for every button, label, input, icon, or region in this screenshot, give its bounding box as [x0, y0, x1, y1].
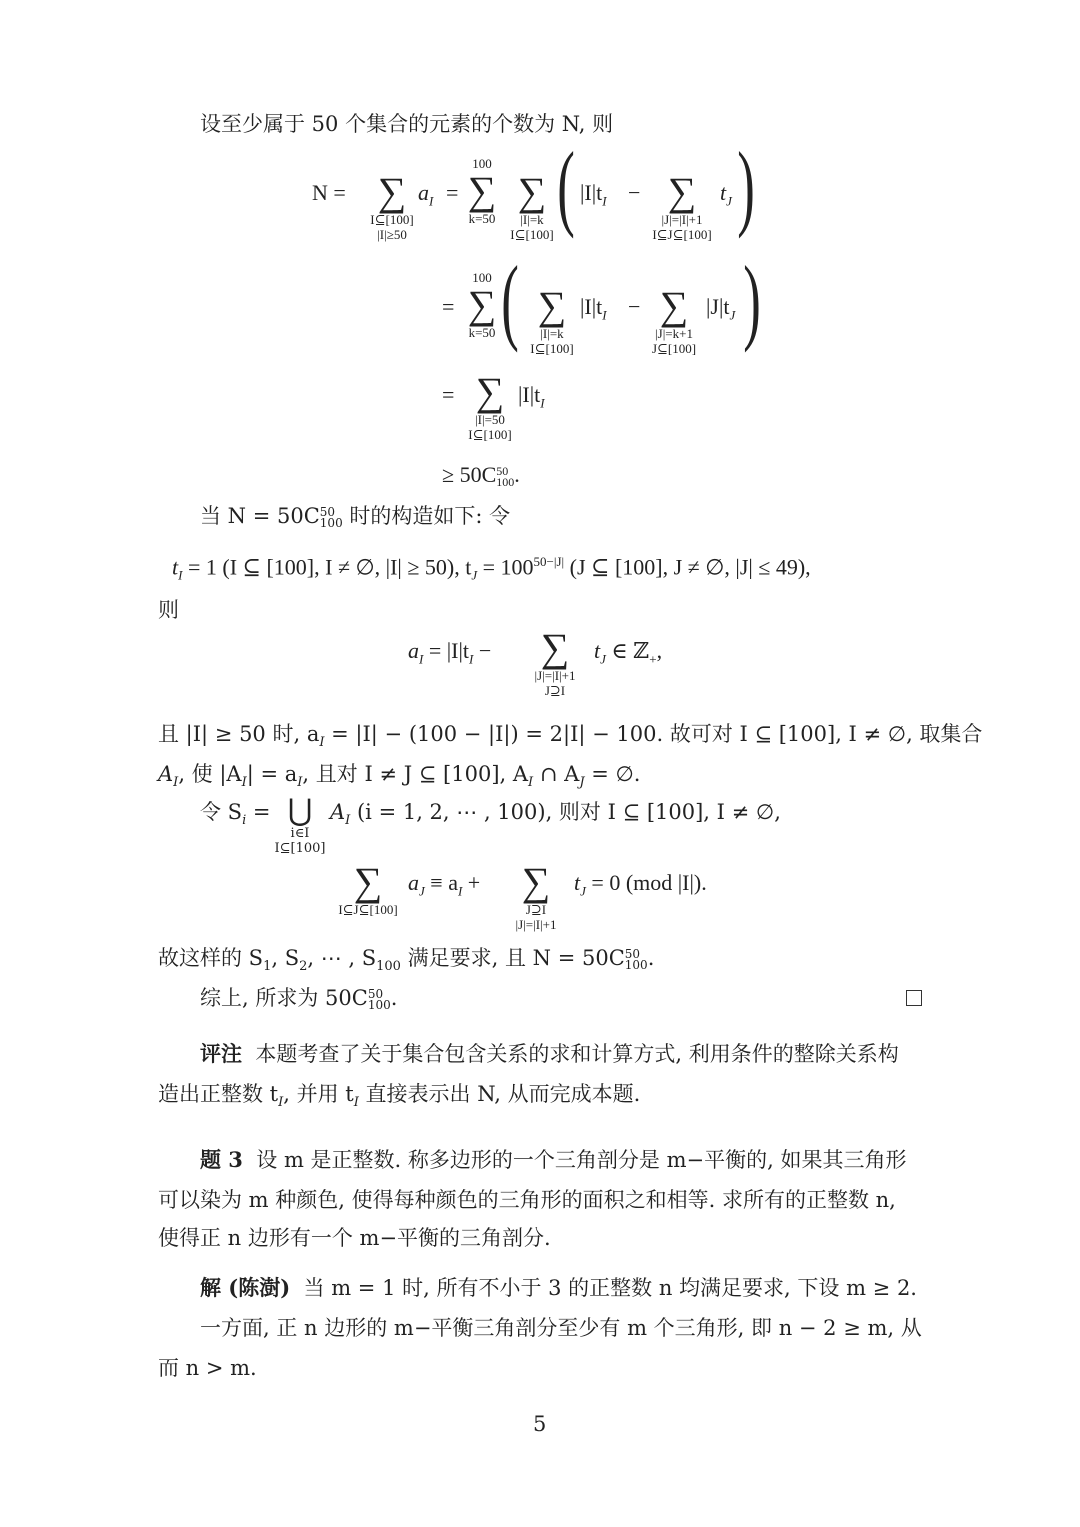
document-page: 设至少属于 50 个集合的元素的个数为 N, 则 N = ∑ I⊆[100] |I|≥50 $a_I$ = 100 ∑ k=50 ∑ |I|=k I⊆[100] ( $|I|t_I$ − ∑ |J|=|I|+1 I⊆J⊆[100] $t_J$ ) = 100 ∑ k=50 ( ∑ |I|=k I⊆[100] $|I|t_I$ − ∑ |J|=k+1 J⊆[100] $|J|t_J$ ) = ∑ |I|=50 I⊆[100] $|I|t_I$ ≥ 50C50 100. 当 N = 50C50 100 时的构造如下: 令 $t_I = 1$ (I ⊆ [100], I ≠ ∅, |I| ≥ 50), $t_J = 100^{50-|J|}$ (J ⊆ [100], J ≠ ∅, |J| ≤ 49), 则 $a_I = |I|t_I$ − ∑ |J|=|I|+1 J⊇I $t_J$ ∈ ℤ$_+$, 且 |I| ≥ 50 时, $a_I = |I| - (100 - |I|) = 2|I| - 100$. 故可对 I ⊆ [100], I ≠ ∅, 取集合 $A_I$, 使 $|A_I| = a_I$, 且对 I ≠ J ⊆ [100], $A_I$ ∩ $A_J$ = ∅. 令 $S_i$ = ⋃ i∈I I⊆[100] $A_I$ (i = 1, 2, ⋯ , 100), 则对 I ⊆ [100], I ≠ ∅, ∑ I⊆J⊆[100] $a_J \equiv a_I$ + ∑ J⊇I |J|=|I|+1 $t_J = 0$ (mod |I|). 故这样的 $S_1$, $S_2$, ⋯ , $S_{100}$ 满足要求, 且 N = 50C50 100. 综上, 所求为 50C50 100. 评注 本题考查了关于集合包含关系的求和计算方式, 利用条件的整除关系构 造出正整数 $t_I$, 并用 $t_I$ 直接表示出 N, 从而完成本题. 题 3 设 m 是正整数. 称多边形的一个三角剖分是 m−平衡的, 如果其三角形 可以染为 m 种颜色, 使得每种颜色的三角形的面积之和相等. 求所有的正整数 n, 使得正 n 边形有一个 m−平衡的三角剖分. 解 (陈澍) 当 m = 1 时, 所有不小于 3 的正整数 n 均满足要求, 下设 m ≥ 2. 一方面, 正 n 边形的 m−平衡三角剖分至少有 m 个三角形, 即 n − 2 ≥ m, 从 而 n > m. 5 — [158, 112, 983, 1436]
sum-symbol: ∑ |J|=|I|+1 I⊆J⊆[100] — [652, 169, 712, 242]
equation-row-4: ≥ 50C50 100. — [442, 462, 520, 489]
problem-line: 可以染为 m 种颜色, 使得每种颜色的三角形的面积之和相等. 求所有的正整数 n, — [158, 1188, 896, 1212]
problem-line: 使得正 n 边形有一个 m−平衡的三角剖分. — [158, 1226, 551, 1250]
text-line: $A_I$ (i = 1, 2, ⋯ , 100), 则对 I ⊆ [100], I ≠ ∅, — [330, 800, 781, 829]
sum-symbol: ∑ |I|=k I⊆[100] — [530, 283, 574, 356]
sum-symbol: ∑ J⊇I |J|=|I|+1 — [515, 859, 557, 932]
solution-line: 而 n > m. — [158, 1356, 257, 1380]
eq-lhs: N = — [312, 180, 346, 205]
sum-symbol: 100 ∑ k=50 — [467, 156, 497, 226]
remark-line: 评注 本题考查了关于集合包含关系的求和计算方式, 利用条件的整除关系构 — [200, 1041, 899, 1066]
text-line: 综上, 所求为 50C50 100. — [200, 986, 398, 1012]
page-number: 5 — [533, 1412, 547, 1436]
sum-symbol: ∑ |J|=|I|+1 J⊇I — [534, 625, 576, 698]
sum-symbol: ∑ |I|=50 I⊆[100] — [468, 369, 512, 442]
text-line: 故这样的 $S_1$, $S_2$, ⋯ , $S_{100}$ 满足要求, 且 N = 50C50 100. — [158, 946, 655, 975]
text-line: $t_I = 1$ (I ⊆ [100], I ≠ ∅, |I| ≥ 50), $t_J = 100^{50-|J|}$ (J ⊆ [100], J ≠ ∅, |J| ≤ 49), — [172, 554, 811, 583]
text-line: 则 — [158, 598, 179, 622]
sum-symbol: ∑ I⊆J⊆[100] — [338, 859, 398, 917]
text-line: 且 |I| ≥ 50 时, $a_I = |I| - (100 - |I|) = 2|I| - 100$. 故可对 I ⊆ [100], I ≠ ∅, 取集合 — [158, 722, 983, 751]
sum-symbol: 100 ∑ k=50 — [467, 270, 497, 340]
sum-symbol: ∑ I⊆[100] |I|≥50 — [370, 169, 414, 242]
text-line: $A_I$, 使 $|A_I| = a_I$, 且对 I ≠ J ⊆ [100], $A_I$ ∩ $A_J$ = ∅. — [158, 762, 641, 791]
remark-line: 造出正整数 $t_I$, 并用 $t_I$ 直接表示出 N, 从而完成本题. — [158, 1082, 641, 1111]
union-symbol: ⋃ i∈I I⊆[100] — [274, 793, 326, 856]
sum-symbol: ∑ |I|=k I⊆[100] — [510, 169, 554, 242]
problem-line: 题 3 设 m 是正整数. 称多边形的一个三角剖分是 m−平衡的, 如果其三角形 — [200, 1147, 907, 1172]
text-line: 设至少属于 50 个集合的元素的个数为 N, 则 — [200, 112, 614, 136]
sum-symbol: ∑ |J|=k+1 J⊆[100] — [651, 283, 697, 356]
qed-box-icon — [906, 990, 922, 1006]
solution-line: 解 (陈澍) 当 m = 1 时, 所有不小于 3 的正整数 n 均满足要求, 下设 m ≥ 2. — [200, 1275, 917, 1300]
solution-line: 一方面, 正 n 边形的 m−平衡三角剖分至少有 m 个三角形, 即 n − 2 ≥ m, 从 — [200, 1316, 922, 1340]
text-line: 令 $S_i$ = — [200, 800, 271, 829]
text-line: 当 N = 50C50 100 时的构造如下: 令 — [200, 504, 511, 530]
